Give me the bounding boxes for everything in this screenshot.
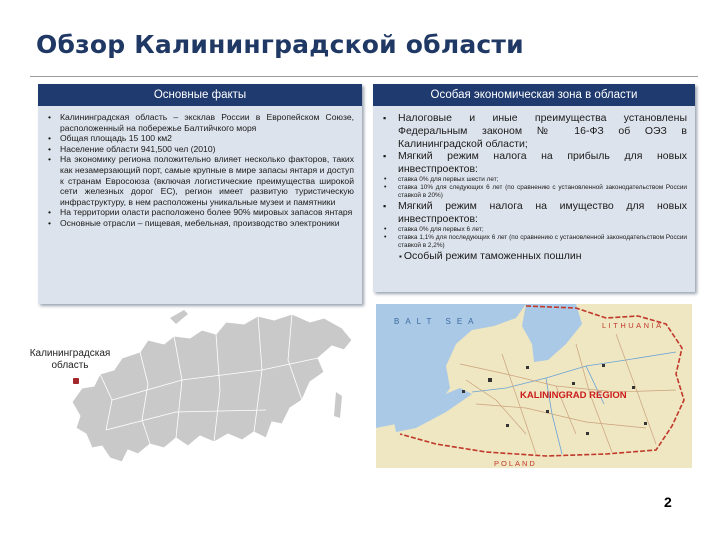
kaliningrad-region-map	[376, 304, 692, 468]
sakhalin-island	[334, 392, 342, 418]
kaliningrad-location-marker	[73, 378, 79, 384]
kaliningrad-region-label: Калининградская область	[29, 348, 111, 371]
sez-heading: Особая экономическая зона в области	[373, 84, 695, 106]
fact-item: • На территории оласти расположено более 90% мировых запасов янтаря	[48, 207, 354, 218]
sez-item-law: ▪ Налоговые и иные преимущества установлены Федеральным законом № 16-ФЗ об ОЭЗ в Калининградской области;	[383, 112, 687, 150]
fact-item: • Основные отрасли – пищевая, мебельная, производство электроники	[48, 218, 354, 229]
fact-item: • Население области 941,500 чел (2010)	[48, 144, 354, 155]
sez-item-profit-tax: ▪ Мягкий режим налога на прибыль для новых инвестпроектов:	[383, 150, 687, 176]
sez-item-customs	[383, 250, 687, 263]
title-divider	[30, 76, 698, 77]
lithuania-label: LITHUANIA	[602, 321, 664, 330]
sez-subitem: • ставка 1,1% для последующих 6 лет (по сравнению с установленной законодательством России ставкой в 2,2%)	[383, 234, 687, 250]
sez-list	[373, 106, 695, 263]
sez-subitem: • ставка 10% для следующих 6 лет (по сравнению с установленной законодательством России ставкой в 20%)	[383, 184, 687, 200]
novaya-zemlya	[170, 310, 188, 324]
russia-map	[52, 300, 362, 485]
sez-panel	[373, 84, 695, 292]
russia-territory	[72, 314, 352, 462]
sea-label: BALT SEA	[394, 317, 480, 326]
poland-label: POLAND	[494, 459, 537, 468]
sez-item-property-tax: ▪ Мягкий режим налога на имущество для новых инвестпроектов:	[383, 200, 687, 226]
sez-customs-text: Особый режим таможенных пошлин	[403, 249, 582, 262]
facts-panel	[38, 84, 362, 304]
sez-subitem: • ставка 0% для первых 6 лет;	[383, 226, 687, 234]
fact-item: • На экономику региона положительно влияет несколько факторов, таких как незамерзающий порт, самые крупные в мире запасы янтаря и доступ к странам Евросоюза (включая логистические преимущества широкой сети железных дорог ЕС), регион имеет развитую туристическую инфраструктуру, в нем расположены уникальные музеи и памятники	[48, 154, 354, 207]
bullet-icon: ▪	[399, 251, 402, 261]
sez-subitem: • ставка 0% для первых шести лет;	[383, 176, 687, 184]
facts-heading: Основные факты	[38, 84, 362, 106]
slide-title: Обзор Калининградской области	[36, 30, 524, 59]
facts-list	[38, 106, 362, 229]
region-label: KALININGRAD REGION	[520, 390, 627, 401]
fact-item: • Общая площадь 15 100 км2	[48, 133, 354, 144]
fact-item: • Калининградская область – эксклав России в Европейском Союзе, расположенный на побережье Балтийчкого моря	[48, 112, 354, 133]
slide-number: 2	[664, 494, 672, 510]
